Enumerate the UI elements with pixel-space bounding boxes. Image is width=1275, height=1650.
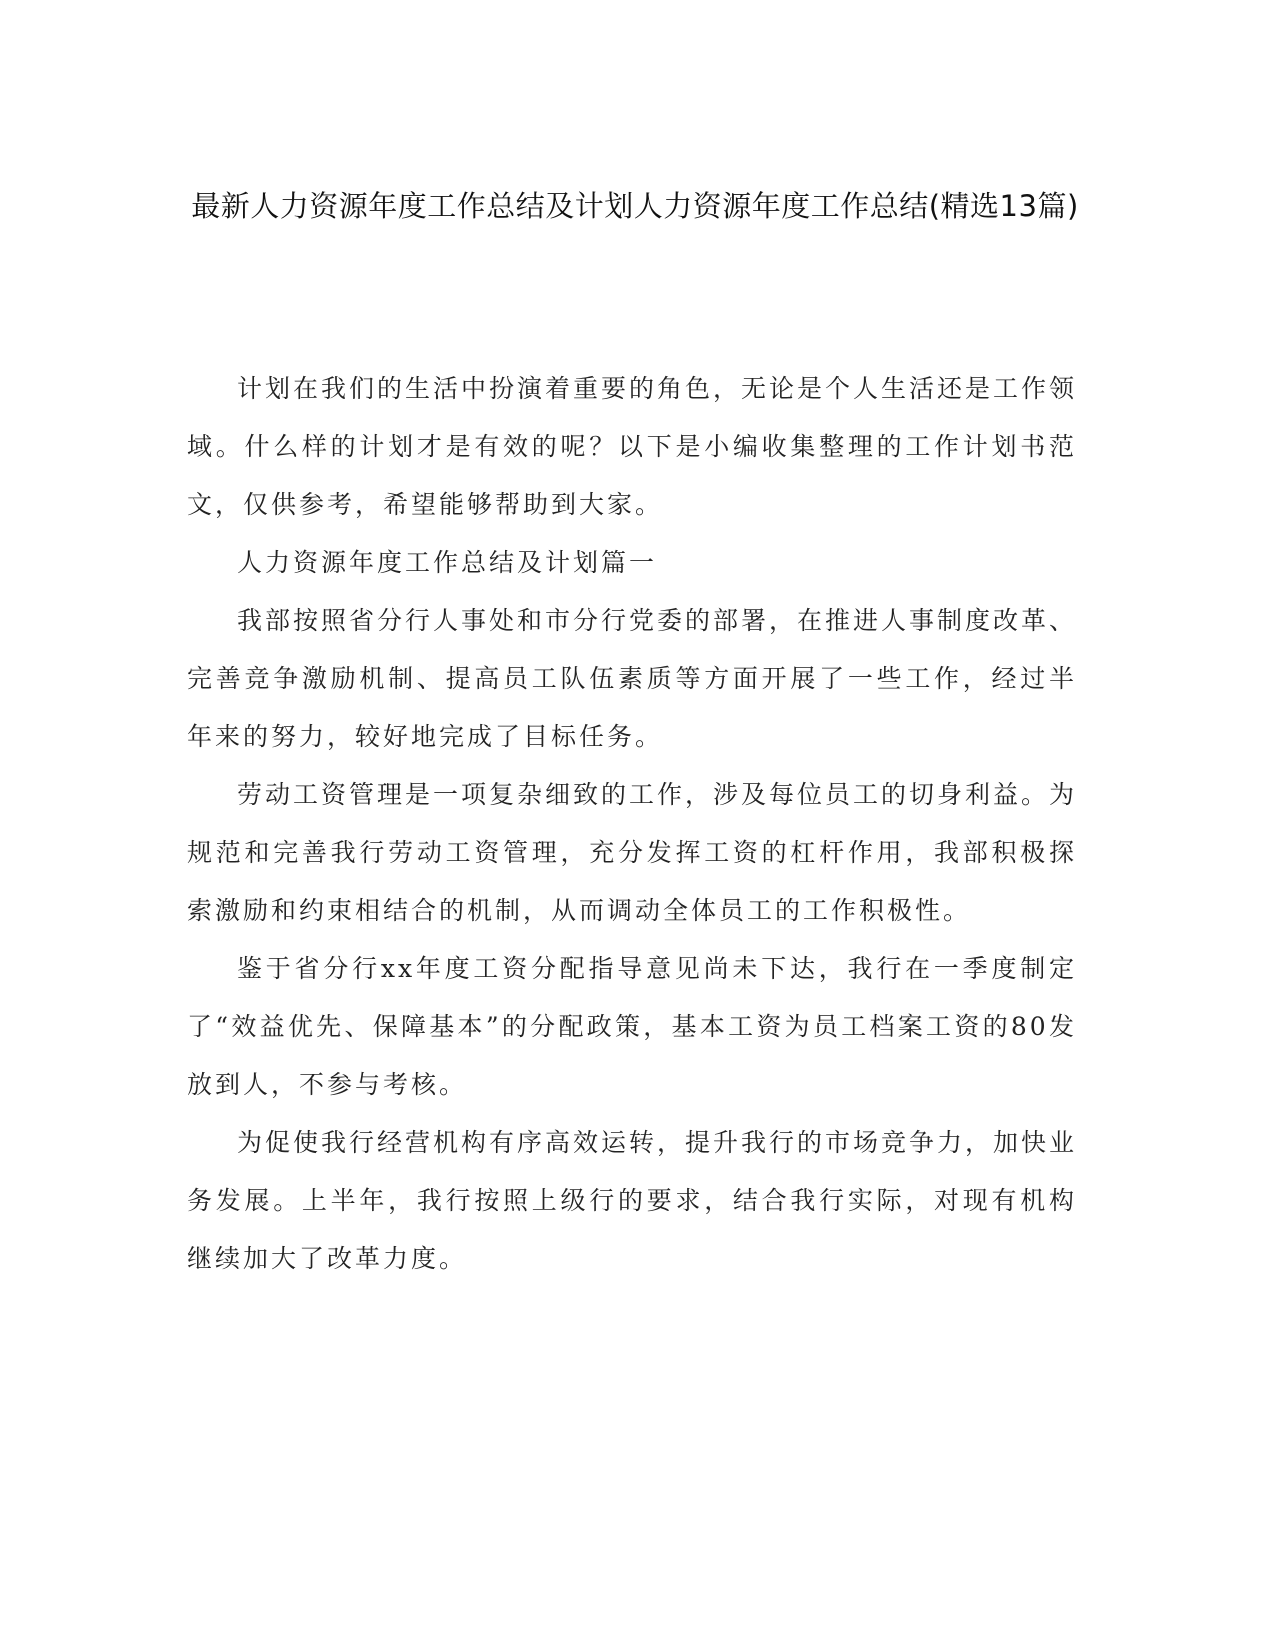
intro-paragraph: 计划在我们的生活中扮演着重要的角色，无论是个人生活还是工作领域。什么样的计划才是有效的呢？以下是小编收集整理的工作计划书范文，仅供参考，希望能够帮助到大家。: [187, 374, 1078, 519]
body-paragraph: 劳动工资管理是一项复杂细致的工作，涉及每位员工的切身利益。为规范和完善我行劳动工资管理，充分发挥工资的杠杆作用，我部积极探索激励和约束相结合的机制，从而调动全体员工的工作积极性。: [187, 780, 1078, 925]
document-title: 最新人力资源年度工作总结及计划人力资源年度工作总结(精选13篇): [191, 189, 1079, 223]
body-paragraph: 我部按照省分行人事处和市分行党委的部署，在推进人事制度改革、完善竞争激励机制、提高员工队伍素质等方面开展了一些工作，经过半年来的努力，较好地完成了目标任务。: [187, 606, 1078, 751]
document-body: [187, 360, 1077, 1288]
section-heading: 人力资源年度工作总结及计划篇一: [237, 548, 658, 577]
body-paragraph: 鉴于省分行xx年度工资分配指导意见尚未下达，我行在一季度制定了“效益优先、保障基本”的分配政策，基本工资为员工档案工资的80发放到人，不参与考核。: [187, 954, 1077, 1099]
body-paragraph: 为促使我行经营机构有序高效运转，提升我行的市场竞争力，加快业务发展。上半年，我行按照上级行的要求，结合我行实际，对现有机构继续加大了改革力度。: [187, 1128, 1078, 1273]
